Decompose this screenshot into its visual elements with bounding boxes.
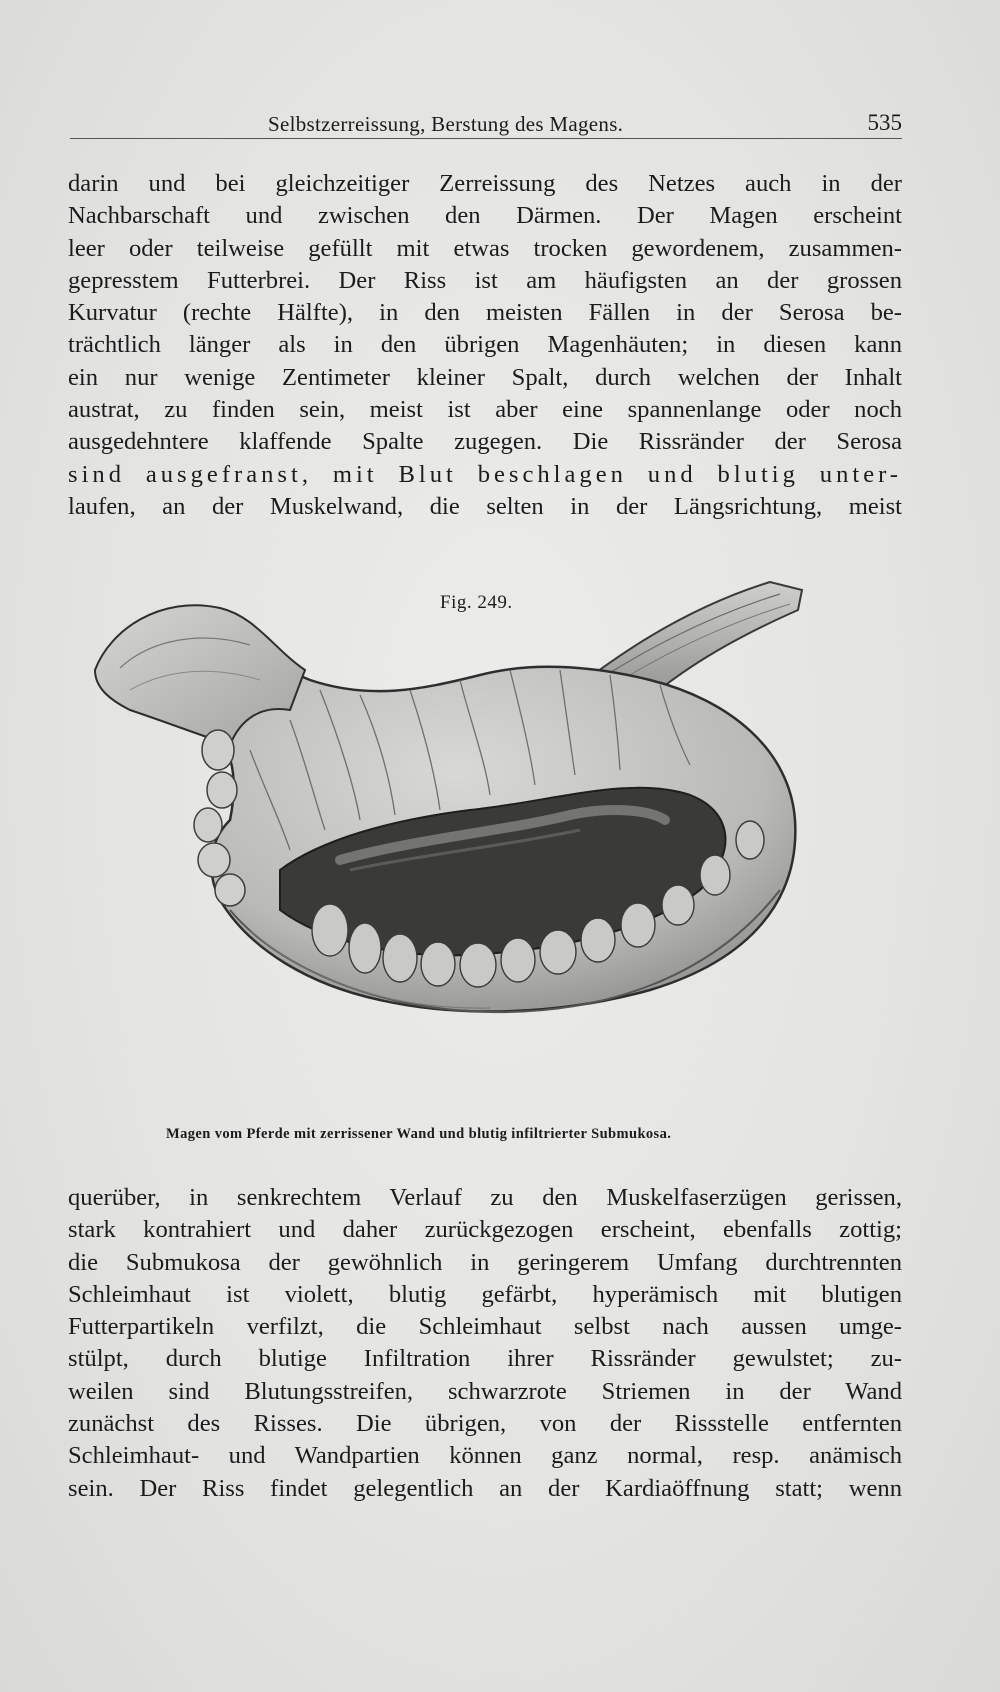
running-head [70,108,902,139]
page-number: 535 [867,110,902,135]
text-line: Nachbarschaft und zwischen den Därmen. Der Magen erscheint [68,202,902,230]
running-title: Selbstzerreissung, Berstung des Magens. [268,112,624,136]
paragraph-top [68,168,902,523]
text-line: Kurvatur (rechte Hälfte), in den meisten Fällen in der Serosa be- [68,299,902,327]
text-line: querüber, in senkrechtem Verlauf zu den Muskelfaserzügen gerissen, [68,1184,902,1211]
text-line: ein nur wenige Zentimeter kleiner Spalt, durch welchen der Inhalt [68,363,902,391]
text-line: die Submukosa der gewöhnlich in geringerem Umfang durchtrennten [68,1248,902,1276]
stomach-illustration [90,570,880,1110]
text-line: laufen, an der Muskelwand, die selten in der Längsrichtung, meist [68,492,902,520]
figure-caption: Magen vom Pferde mit zerrissener Wand und blutig infiltrierter Submukosa. [166,1126,672,1142]
text-line: Schleimhaut ist violett, blutig gefärbt, hyperämisch mit blutigen [68,1280,902,1308]
text-line: ausgedehntere klaffende Spalte zugegen. Die Rissränder der Serosa [68,428,902,456]
figure-label: Fig. 249. [440,592,513,613]
text-line: weilen sind Blutungsstreifen, schwarzrote Striemen in der Wand [68,1377,902,1405]
text-line: Futterpartikeln verfilzt, die Schleimhaut selbst nach aussen umge- [68,1313,902,1341]
text-line: Schleimhaut- und Wandpartien können ganz normal, resp. anämisch [68,1442,902,1470]
text-line: gepresstem Futterbrei. Der Riss ist am häufigsten an der grossen [68,266,902,294]
text-line: sind ausgefranst, mit Blut beschlagen und blutig unter- [68,460,902,488]
paragraph-bottom [68,1182,902,1505]
text-line: stark kontrahiert und daher zurückgezogen erscheint, ebenfalls zottig; [68,1216,902,1244]
text-line: leer oder teilweise gefüllt mit etwas trocken gewordenem, zusammen- [68,234,902,262]
text-line: sein. Der Riss findet gelegentlich an der Kardiaöffnung statt; wenn [68,1474,902,1502]
text-line: stülpt, durch blutige Infiltration ihrer Rissränder gewulstet; zu- [68,1345,902,1373]
text-line: darin und bei gleichzeitiger Zerreissung des Netzes auch in der [68,170,902,197]
text-line: zunächst des Risses. Die übrigen, von der Rissstelle entfernten [68,1410,902,1438]
text-line: austrat, zu finden sein, meist ist aber eine spannenlange oder noch [68,396,902,424]
text-line: trächtlich länger als in den übrigen Magenhäuten; in diesen kann [68,331,902,359]
